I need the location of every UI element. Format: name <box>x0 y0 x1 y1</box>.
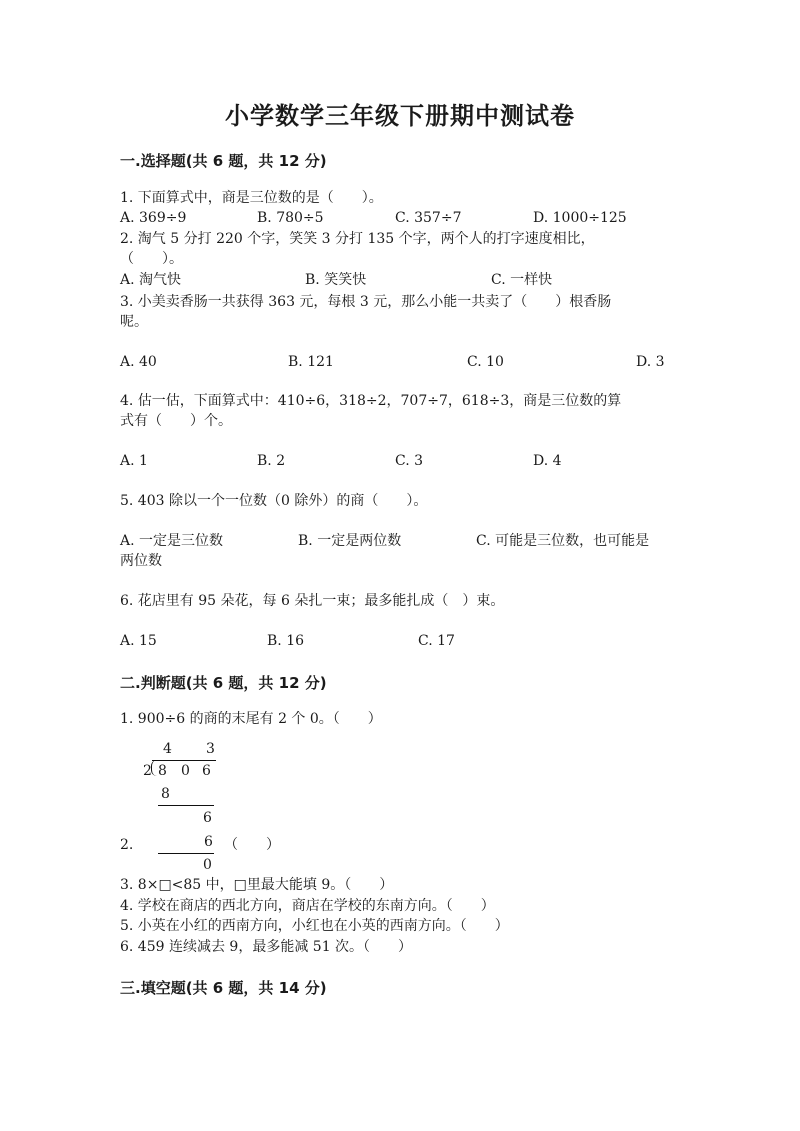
question-5-text: 5. 403 除以一个一位数（0 除外）的商（ ）。 <box>120 493 428 509</box>
judge-question-6: 6. 459 连续减去 9，最多能减 51 次。（ ） <box>120 939 413 955</box>
remainder-1: 6 <box>203 810 212 826</box>
q6-option-a: A. 15 <box>120 633 157 649</box>
q4-option-b: B. 2 <box>257 453 286 469</box>
question-3-line2: 呢。 <box>120 314 148 330</box>
judge-question-5: 5. 小英在小红的西南方向，小红也在小英的西南方向。（ ） <box>120 918 509 934</box>
remainder-2: 0 <box>203 857 212 873</box>
quotient-digit-2: 3 <box>206 741 215 757</box>
q4-option-d: D. 4 <box>533 453 562 469</box>
q5-option-b: B. 一定是两位数 <box>298 533 402 549</box>
question-2-line2: （ ）。 <box>120 251 183 267</box>
question-1-text: 1. 下面算式中，商是三位数的是（ ）。 <box>120 190 383 206</box>
subtract-1: 8 <box>161 786 170 802</box>
question-3-line1: 3. 小美卖香肠一共获得 363 元，每根 3 元，那么小能一共卖了（ ）根香肠 <box>120 294 612 310</box>
judge-question-2-paren: （ ） <box>224 837 280 853</box>
subtract-line-2 <box>158 853 214 854</box>
q6-option-c: C. 17 <box>418 633 455 649</box>
page-title: 小学数学三年级下册期中测试卷 <box>225 101 575 130</box>
question-4-line1: 4. 估一估，下面算式中：410÷6，318÷2，707÷7，618÷3，商是三位数的算 <box>120 393 622 409</box>
q3-option-d: D. 3 <box>636 354 665 370</box>
dividend-digit-2: 0 <box>181 763 190 779</box>
q2-option-a: A. 淘气快 <box>120 272 182 288</box>
q1-option-a: A. 369÷9 <box>120 210 187 226</box>
dividend-digit-1: 8 <box>158 763 167 779</box>
q2-option-c: C. 一样快 <box>491 272 553 288</box>
subtract-line-1 <box>158 805 214 806</box>
q1-option-d: D. 1000÷125 <box>533 210 627 226</box>
subtract-2: 6 <box>204 834 213 850</box>
dividend-digit-3: 6 <box>202 763 211 779</box>
q5-option-c-line2: 两位数 <box>120 553 162 569</box>
q1-option-b: B. 780÷5 <box>257 210 324 226</box>
question-4-line2: 式有（ ）个。 <box>120 413 232 429</box>
q1-option-c: C. 357÷7 <box>395 210 462 226</box>
q3-option-a: A. 40 <box>120 354 157 370</box>
division-bracket <box>151 760 158 776</box>
q2-option-b: B. 笑笑快 <box>305 272 367 288</box>
section-heading-judge: 二.判断题(共 6 题，共 12 分) <box>120 674 327 692</box>
q5-option-a: A. 一定是三位数 <box>120 533 224 549</box>
judge-question-1: 1. 900÷6 的商的末尾有 2 个 0。（ ） <box>120 711 382 727</box>
q4-option-c: C. 3 <box>395 453 424 469</box>
section-heading-fill: 三.填空题(共 6 题，共 14 分) <box>120 979 327 997</box>
q3-option-b: B. 121 <box>288 354 334 370</box>
q6-option-b: B. 16 <box>267 633 305 649</box>
quotient-digit-1: 4 <box>163 741 172 757</box>
divisor: 2 <box>143 763 152 779</box>
judge-question-4: 4. 学校在商店的西北方向，商店在学校的东南方向。（ ） <box>120 898 495 914</box>
section-heading-choice: 一.选择题(共 6 题，共 12 分) <box>120 152 327 170</box>
question-6-text: 6. 花店里有 95 朵花，每 6 朵扎一束；最多能扎成（ ）束。 <box>120 593 505 609</box>
q3-option-c: C. 10 <box>467 354 504 370</box>
question-2-line1: 2. 淘气 5 分打 220 个字，笑笑 3 分打 135 个字，两个人的打字速度相比， <box>120 231 595 247</box>
q5-option-c-line1: C. 可能是三位数，也可能是 <box>476 533 650 549</box>
q4-option-a: A. 1 <box>120 453 148 469</box>
judge-question-2-number: 2. <box>120 837 134 853</box>
judge-question-3: 3. 8×□<85 中，□里最大能填 9。（ ） <box>120 877 394 893</box>
